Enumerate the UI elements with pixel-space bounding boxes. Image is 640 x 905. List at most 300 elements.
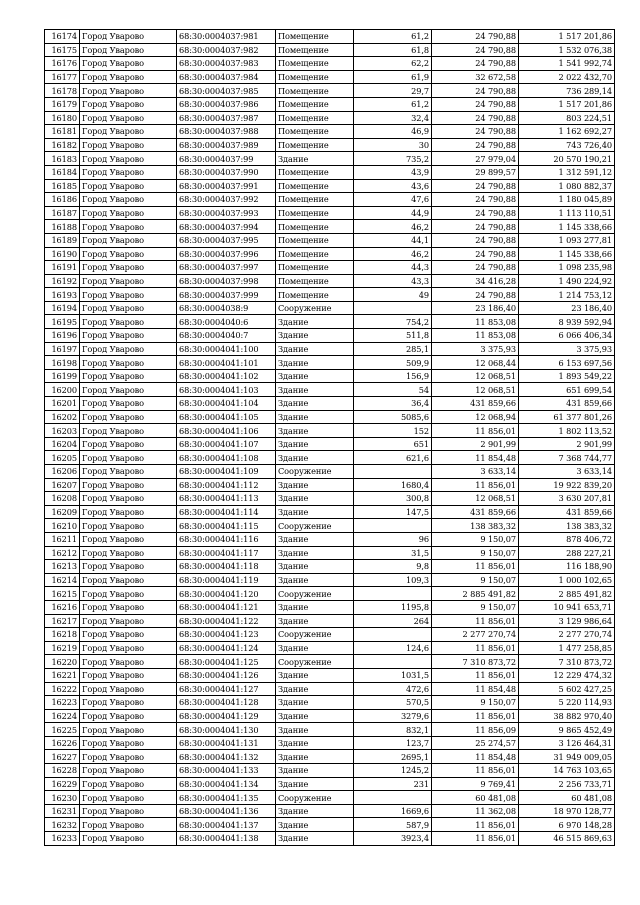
table-row [45,655,615,669]
row-number-cell: 16214 [45,573,80,587]
cadastral-value-cell: 20 570 190,21 [519,152,615,166]
area-cell [354,655,432,669]
cadastral-value-cell: 2 901,99 [519,437,615,451]
cadastral-value-cell: 2 885 491,82 [519,587,615,601]
specific-value-cell: 29 899,57 [432,165,519,179]
cadastral-value-cell: 61 377 801,26 [519,410,615,424]
object-type-cell: Сооружение [276,587,354,601]
area-cell: 1031,5 [354,668,432,682]
cadastral-value-cell: 1 312 591,12 [519,165,615,179]
row-number-cell: 16212 [45,546,80,560]
table-row [45,777,615,791]
row-number-cell: 16205 [45,451,80,465]
object-type-cell: Здание [276,369,354,383]
area-cell: 472,6 [354,682,432,696]
area-cell: 832,1 [354,723,432,737]
object-type-cell: Помещение [276,206,354,220]
table-row [45,179,615,193]
object-type-cell: Здание [276,573,354,587]
object-type-cell: Здание [276,546,354,560]
cadastral-number-cell: 68:30:0004041:115 [177,519,276,533]
cadastral-number-cell: 68:30:0004037:991 [177,179,276,193]
specific-value-cell: 11 853,08 [432,329,519,343]
table-row [45,614,615,628]
cadastral-number-cell: 68:30:0004037:995 [177,233,276,247]
row-number-cell: 16218 [45,628,80,642]
row-number-cell: 16188 [45,220,80,234]
row-number-cell: 16227 [45,750,80,764]
table-row [45,193,615,207]
row-number-cell: 16223 [45,696,80,710]
table-row [45,84,615,98]
object-type-cell: Здание [276,152,354,166]
cadastral-value-cell: 431 859,66 [519,505,615,519]
specific-value-cell: 11 854,48 [432,750,519,764]
locality-cell: Город Уварово [80,97,177,111]
cadastral-number-cell: 68:30:0004041:134 [177,777,276,791]
locality-cell: Город Уварово [80,600,177,614]
locality-cell: Город Уварово [80,152,177,166]
row-number-cell: 16181 [45,125,80,139]
table-row [45,383,615,397]
cadastral-value-cell: 736 289,14 [519,84,615,98]
cadastral-value-cell: 5 602 427,25 [519,682,615,696]
area-cell: 43,6 [354,179,432,193]
cadastral-value-cell: 3 375,93 [519,342,615,356]
area-cell: 156,9 [354,369,432,383]
row-number-cell: 16197 [45,342,80,356]
table-row [45,546,615,560]
area-cell: 36,4 [354,397,432,411]
locality-cell: Город Уварово [80,655,177,669]
specific-value-cell: 2 901,99 [432,437,519,451]
object-type-cell: Сооружение [276,628,354,642]
locality-cell: Город Уварово [80,628,177,642]
cadastral-value-cell: 1 477 258,85 [519,641,615,655]
cadastral-number-cell: 68:30:0004041:127 [177,682,276,696]
table-row [45,247,615,261]
locality-cell: Город Уварово [80,274,177,288]
specific-value-cell: 24 790,88 [432,138,519,152]
table-row [45,138,615,152]
area-cell: 509,9 [354,356,432,370]
row-number-cell: 16191 [45,261,80,275]
cadastral-number-cell: 68:30:0004041:129 [177,709,276,723]
locality-cell: Город Уварово [80,315,177,329]
cadastral-value-cell: 31 949 009,05 [519,750,615,764]
table-row [45,30,615,44]
area-cell: 511,8 [354,329,432,343]
row-number-cell: 16198 [45,356,80,370]
specific-value-cell: 24 790,88 [432,288,519,302]
table-row [45,111,615,125]
cadastral-value-cell: 1 893 549,22 [519,369,615,383]
specific-value-cell: 24 790,88 [432,220,519,234]
specific-value-cell: 12 068,51 [432,369,519,383]
row-number-cell: 16176 [45,57,80,71]
specific-value-cell: 9 150,07 [432,600,519,614]
locality-cell: Город Уварово [80,125,177,139]
object-type-cell: Здание [276,356,354,370]
area-cell: 1245,2 [354,764,432,778]
area-cell: 46,2 [354,220,432,234]
specific-value-cell: 24 790,88 [432,30,519,44]
cadastral-number-cell: 68:30:0004041:121 [177,600,276,614]
object-type-cell: Помещение [276,220,354,234]
locality-cell: Город Уварово [80,342,177,356]
cadastral-number-cell: 68:30:0004041:114 [177,505,276,519]
cadastral-value-cell: 288 227,21 [519,546,615,560]
row-number-cell: 16211 [45,532,80,546]
cadastral-value-cell: 7 368 744,77 [519,451,615,465]
row-number-cell: 16184 [45,165,80,179]
table-row [45,519,615,533]
row-number-cell: 16190 [45,247,80,261]
locality-cell: Город Уварово [80,777,177,791]
object-type-cell: Сооружение [276,655,354,669]
object-type-cell: Здание [276,424,354,438]
table-row [45,573,615,587]
specific-value-cell: 9 150,07 [432,573,519,587]
row-number-cell: 16232 [45,818,80,832]
area-cell: 735,2 [354,152,432,166]
cadastral-number-cell: 68:30:0004037:99 [177,152,276,166]
cadastral-value-cell: 116 188,90 [519,560,615,574]
specific-value-cell: 24 790,88 [432,179,519,193]
cadastral-number-cell: 68:30:0004037:984 [177,70,276,84]
cadastral-number-cell: 68:30:0004041:128 [177,696,276,710]
table-row [45,43,615,57]
object-type-cell: Здание [276,750,354,764]
object-type-cell: Помещение [276,138,354,152]
table-row [45,397,615,411]
table-row [45,682,615,696]
specific-value-cell: 34 416,28 [432,274,519,288]
locality-cell: Город Уварово [80,138,177,152]
object-type-cell: Здание [276,478,354,492]
area-cell: 44,9 [354,206,432,220]
object-type-cell: Помещение [276,57,354,71]
object-type-cell: Помещение [276,43,354,57]
cadastral-number-cell: 68:30:0004041:136 [177,804,276,818]
specific-value-cell: 24 790,88 [432,43,519,57]
table-row [45,301,615,315]
object-type-cell: Помещение [276,30,354,44]
table-row [45,233,615,247]
cadastral-number-cell: 68:30:0004037:997 [177,261,276,275]
area-cell: 1669,6 [354,804,432,818]
row-number-cell: 16231 [45,804,80,818]
cadastral-value-cell: 1 093 277,81 [519,233,615,247]
locality-cell: Город Уварово [80,233,177,247]
row-number-cell: 16195 [45,315,80,329]
area-cell: 109,3 [354,573,432,587]
cadastral-value-cell: 3 630 207,81 [519,492,615,506]
area-cell: 46,9 [354,125,432,139]
locality-cell: Город Уварово [80,641,177,655]
specific-value-cell: 24 790,88 [432,57,519,71]
row-number-cell: 16203 [45,424,80,438]
table-row [45,709,615,723]
cadastral-value-cell: 1 162 692,27 [519,125,615,139]
specific-value-cell: 24 790,88 [432,125,519,139]
table-row [45,424,615,438]
locality-cell: Город Уварово [80,492,177,506]
row-number-cell: 16194 [45,301,80,315]
locality-cell: Город Уварово [80,165,177,179]
object-type-cell: Помещение [276,274,354,288]
object-type-cell: Здание [276,614,354,628]
cadastral-value-cell: 10 941 653,71 [519,600,615,614]
table-row [45,696,615,710]
cadastral-value-cell: 7 310 873,72 [519,655,615,669]
locality-cell: Город Уварово [80,397,177,411]
row-number-cell: 16230 [45,791,80,805]
table-row [45,668,615,682]
row-number-cell: 16189 [45,233,80,247]
table-row [45,356,615,370]
cadastral-number-cell: 68:30:0004037:996 [177,247,276,261]
cadastral-number-cell: 68:30:0004037:999 [177,288,276,302]
table-row [45,723,615,737]
specific-value-cell: 11 853,08 [432,315,519,329]
row-number-cell: 16182 [45,138,80,152]
area-cell: 47,6 [354,193,432,207]
object-type-cell: Здание [276,777,354,791]
object-type-cell: Здание [276,383,354,397]
cadastral-number-cell: 68:30:0004041:131 [177,736,276,750]
locality-cell: Город Уварово [80,369,177,383]
table-row [45,750,615,764]
area-cell: 62,2 [354,57,432,71]
area-cell [354,587,432,601]
specific-value-cell: 12 068,51 [432,492,519,506]
cadastral-number-cell: 68:30:0004041:106 [177,424,276,438]
cadastral-value-cell: 803 224,51 [519,111,615,125]
cadastral-number-cell: 68:30:0004041:107 [177,437,276,451]
cadastral-number-cell: 68:30:0004041:103 [177,383,276,397]
area-cell: 31,5 [354,546,432,560]
cadastral-number-cell: 68:30:0004041:108 [177,451,276,465]
cadastral-number-cell: 68:30:0004041:116 [177,532,276,546]
specific-value-cell: 23 186,40 [432,301,519,315]
cadastral-value-cell: 2 022 432,70 [519,70,615,84]
area-cell [354,519,432,533]
locality-cell: Город Уварово [80,736,177,750]
row-number-cell: 16219 [45,641,80,655]
cadastral-value-cell: 46 515 869,63 [519,832,615,846]
specific-value-cell: 9 150,07 [432,532,519,546]
specific-value-cell: 9 150,07 [432,546,519,560]
object-type-cell: Помещение [276,179,354,193]
cadastral-value-cell: 18 970 128,77 [519,804,615,818]
cadastral-value-cell: 1 214 753,12 [519,288,615,302]
specific-value-cell: 24 790,88 [432,261,519,275]
locality-cell: Город Уварово [80,206,177,220]
cadastral-number-cell: 68:30:0004041:124 [177,641,276,655]
table-row [45,451,615,465]
cadastral-number-cell: 68:30:0004041:137 [177,818,276,832]
locality-cell: Город Уварово [80,614,177,628]
object-type-cell: Здание [276,682,354,696]
row-number-cell: 16187 [45,206,80,220]
locality-cell: Город Уварово [80,465,177,479]
cadastral-number-cell: 68:30:0004037:985 [177,84,276,98]
cadastral-value-cell: 1 180 045,89 [519,193,615,207]
locality-cell: Город Уварово [80,696,177,710]
object-type-cell: Помещение [276,233,354,247]
area-cell: 46,2 [354,247,432,261]
specific-value-cell: 12 068,44 [432,356,519,370]
cadastral-number-cell: 68:30:0004041:104 [177,397,276,411]
cadastral-number-cell: 68:30:0004041:109 [177,465,276,479]
table-row [45,804,615,818]
cadastral-number-cell: 68:30:0004041:123 [177,628,276,642]
area-cell: 3923,4 [354,832,432,846]
locality-cell: Город Уварово [80,288,177,302]
cadastral-number-cell: 68:30:0004040:6 [177,315,276,329]
object-type-cell: Помещение [276,97,354,111]
area-cell [354,791,432,805]
cadastral-value-cell: 1 517 201,86 [519,30,615,44]
locality-cell: Город Уварово [80,750,177,764]
area-cell: 43,9 [354,165,432,179]
locality-cell: Город Уварово [80,587,177,601]
specific-value-cell: 9 150,07 [432,696,519,710]
locality-cell: Город Уварово [80,764,177,778]
cadastral-number-cell: 68:30:0004041:102 [177,369,276,383]
area-cell: 570,5 [354,696,432,710]
area-cell: 49 [354,288,432,302]
locality-cell: Город Уварово [80,383,177,397]
area-cell: 587,9 [354,818,432,832]
cadastral-number-cell: 68:30:0004037:998 [177,274,276,288]
specific-value-cell: 2 277 270,74 [432,628,519,642]
locality-cell: Город Уварово [80,709,177,723]
cadastral-value-cell: 6 153 697,56 [519,356,615,370]
table-row [45,600,615,614]
locality-cell: Город Уварово [80,43,177,57]
cadastral-number-cell: 68:30:0004041:122 [177,614,276,628]
area-cell: 123,7 [354,736,432,750]
locality-cell: Город Уварово [80,356,177,370]
table-row [45,165,615,179]
table-row [45,587,615,601]
specific-value-cell: 11 856,01 [432,818,519,832]
locality-cell: Город Уварово [80,30,177,44]
table-row [45,206,615,220]
specific-value-cell: 24 790,88 [432,193,519,207]
row-number-cell: 16233 [45,832,80,846]
row-number-cell: 16216 [45,600,80,614]
specific-value-cell: 2 885 491,82 [432,587,519,601]
object-type-cell: Здание [276,832,354,846]
cadastral-number-cell: 68:30:0004037:994 [177,220,276,234]
cadastral-number-cell: 68:30:0004041:138 [177,832,276,846]
specific-value-cell: 9 769,41 [432,777,519,791]
locality-cell: Город Уварово [80,668,177,682]
row-number-cell: 16175 [45,43,80,57]
locality-cell: Город Уварово [80,193,177,207]
table-row [45,220,615,234]
table-row [45,97,615,111]
locality-cell: Город Уварово [80,818,177,832]
specific-value-cell: 11 856,01 [432,478,519,492]
specific-value-cell: 138 383,32 [432,519,519,533]
area-cell: 32,4 [354,111,432,125]
specific-value-cell: 11 854,48 [432,451,519,465]
row-number-cell: 16206 [45,465,80,479]
object-type-cell: Помещение [276,193,354,207]
area-cell: 231 [354,777,432,791]
cadastral-number-cell: 68:30:0004041:118 [177,560,276,574]
object-type-cell: Сооружение [276,301,354,315]
cadastral-number-cell: 68:30:0004041:125 [177,655,276,669]
locality-cell: Город Уварово [80,437,177,451]
specific-value-cell: 24 790,88 [432,84,519,98]
cadastral-number-cell: 68:30:0004041:117 [177,546,276,560]
locality-cell: Город Уварово [80,410,177,424]
specific-value-cell: 32 672,58 [432,70,519,84]
cadastral-number-cell: 68:30:0004041:100 [177,342,276,356]
cadastral-value-cell: 1 080 882,37 [519,179,615,193]
row-number-cell: 16180 [45,111,80,125]
locality-cell: Город Уварово [80,723,177,737]
table-row [45,70,615,84]
cadastral-number-cell: 68:30:0004041:133 [177,764,276,778]
object-type-cell: Здание [276,560,354,574]
cadastral-value-cell: 1 098 235,98 [519,261,615,275]
area-cell: 61,2 [354,97,432,111]
area-cell: 285,1 [354,342,432,356]
specific-value-cell: 24 790,88 [432,206,519,220]
cadastral-number-cell: 68:30:0004037:990 [177,165,276,179]
table-row [45,288,615,302]
area-cell: 43,3 [354,274,432,288]
cadastral-value-cell: 9 865 452,49 [519,723,615,737]
object-type-cell: Здание [276,600,354,614]
cadastral-value-cell: 19 922 839,20 [519,478,615,492]
row-number-cell: 16185 [45,179,80,193]
table-row [45,342,615,356]
object-type-cell: Здание [276,696,354,710]
row-number-cell: 16183 [45,152,80,166]
area-cell: 1195,8 [354,600,432,614]
row-number-cell: 16226 [45,736,80,750]
cadastral-value-cell: 1 517 201,86 [519,97,615,111]
cadastral-number-cell: 68:30:0004037:983 [177,57,276,71]
cadastral-value-cell: 1 802 113,52 [519,424,615,438]
specific-value-cell: 431 859,66 [432,397,519,411]
object-type-cell: Здание [276,709,354,723]
specific-value-cell: 431 859,66 [432,505,519,519]
object-type-cell: Здание [276,641,354,655]
locality-cell: Город Уварово [80,247,177,261]
row-number-cell: 16201 [45,397,80,411]
specific-value-cell: 11 362,08 [432,804,519,818]
area-cell: 264 [354,614,432,628]
area-cell: 3279,6 [354,709,432,723]
object-type-cell: Помещение [276,84,354,98]
object-type-cell: Здание [276,505,354,519]
cadastral-number-cell: 68:30:0004041:135 [177,791,276,805]
specific-value-cell: 11 856,01 [432,709,519,723]
row-number-cell: 16209 [45,505,80,519]
row-number-cell: 16174 [45,30,80,44]
cadastral-number-cell: 68:30:0004041:126 [177,668,276,682]
specific-value-cell: 11 856,01 [432,668,519,682]
table-row [45,410,615,424]
